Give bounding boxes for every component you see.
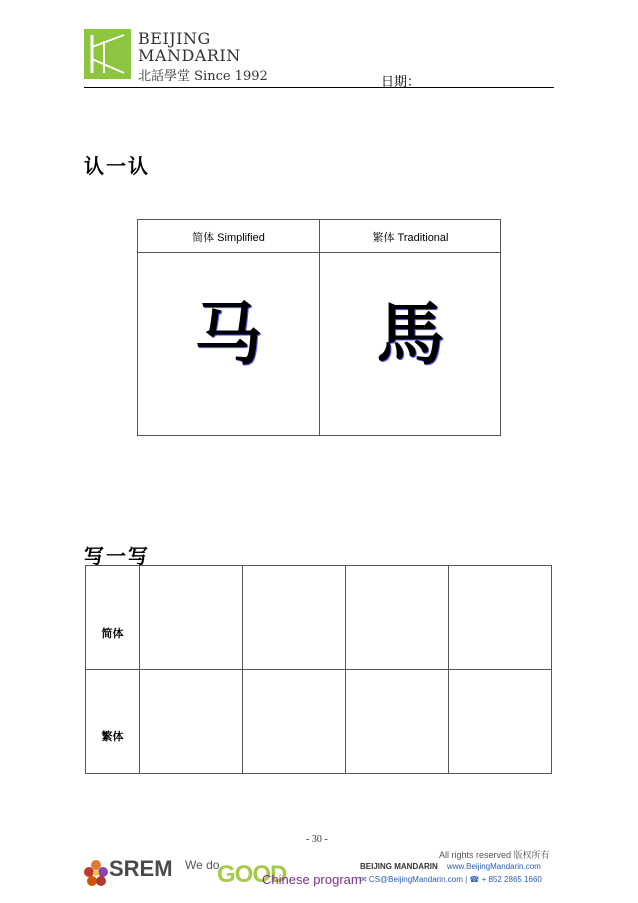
logo-name: BEIJING MANDARIN: [138, 29, 241, 65]
header-divider: [84, 87, 554, 88]
traditional-character: 馬: [376, 295, 445, 375]
row-label-traditional: 繁体: [101, 730, 124, 743]
table-divider: [138, 252, 500, 253]
simplified-header: 简体 Simplified: [192, 232, 265, 244]
simplified-character: 马: [194, 295, 263, 375]
row-label-simplified: 简体: [101, 627, 124, 640]
section-title-recognize: 认一认: [84, 154, 150, 178]
srem-flower-icon: [84, 859, 108, 893]
website-link[interactable]: www.BeijingMandarin.com: [447, 862, 541, 871]
chinese-program-text: Chinese program: [262, 872, 362, 887]
good-text: GOOD: [217, 861, 287, 888]
comparison-table: [137, 219, 501, 436]
page-number: - 30 -: [306, 834, 328, 845]
footer-brand-name: BEIJING MANDARIN: [360, 862, 438, 871]
logo-tagline: 北話學堂 Since 1992: [138, 69, 268, 84]
we-do-text: We do: [185, 858, 220, 872]
logo-mark: [84, 29, 131, 79]
writing-grid: [85, 565, 552, 774]
date-label: 日期：: [381, 75, 421, 90]
contact-info[interactable]: ✉ CS@BeijingMandarin.com | ☎ + 852 2865 1660: [360, 875, 542, 884]
section-title-write: 写一写: [84, 544, 150, 568]
traditional-header: 繁体 Traditional: [372, 232, 449, 244]
srem-logo-text: SREM: [109, 856, 173, 881]
rights-notice: All rights reserved 版权所有: [439, 850, 550, 860]
grid-line: [86, 669, 551, 670]
